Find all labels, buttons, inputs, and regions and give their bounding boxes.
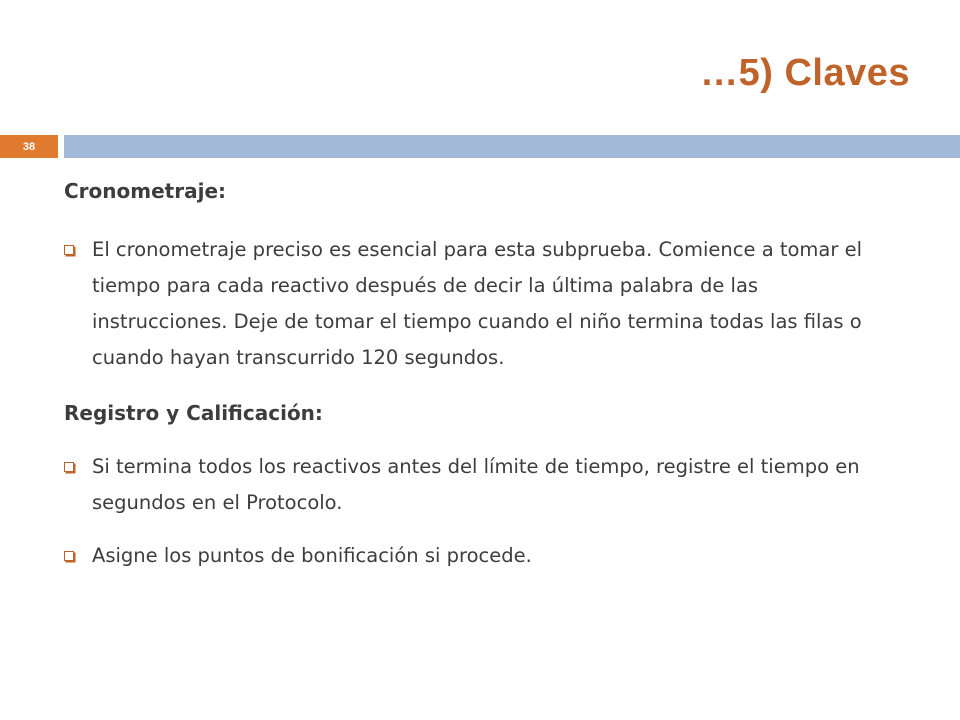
bullet-item	[64, 232, 894, 376]
bullet-text: Asigne los puntos de bonificación si procede.	[92, 544, 532, 567]
square-bullet-icon	[64, 551, 74, 561]
section-heading-cronometraje: Cronometraje:	[64, 179, 227, 203]
bullet-text: El cronometraje preciso es esencial para esta subprueba. Comience a tomar el tiempo para cada reactivo después de decir la última palabra de las instrucciones. Deje de tomar el tiempo cuando el niño termina todas las filas o cuando hayan transcurrido 120 segundos.	[92, 238, 862, 369]
section-heading-registro: Registro y Calificación:	[64, 401, 323, 425]
bullet-item	[64, 538, 894, 574]
bullet-list-cronometraje	[64, 232, 894, 376]
square-bullet-icon	[64, 462, 74, 472]
slide-number: 38	[0, 135, 58, 158]
bullet-text: Si termina todos los reactivos antes del límite de tiempo, registre el tiempo en segundos en el Protocolo.	[92, 455, 860, 514]
slide-title: …5) Claves	[700, 52, 910, 94]
header-accent-bar	[64, 135, 960, 158]
bullet-list-registro	[64, 449, 894, 574]
slide-content	[64, 176, 894, 574]
square-bullet-icon	[64, 245, 74, 255]
bullet-item	[64, 449, 894, 521]
